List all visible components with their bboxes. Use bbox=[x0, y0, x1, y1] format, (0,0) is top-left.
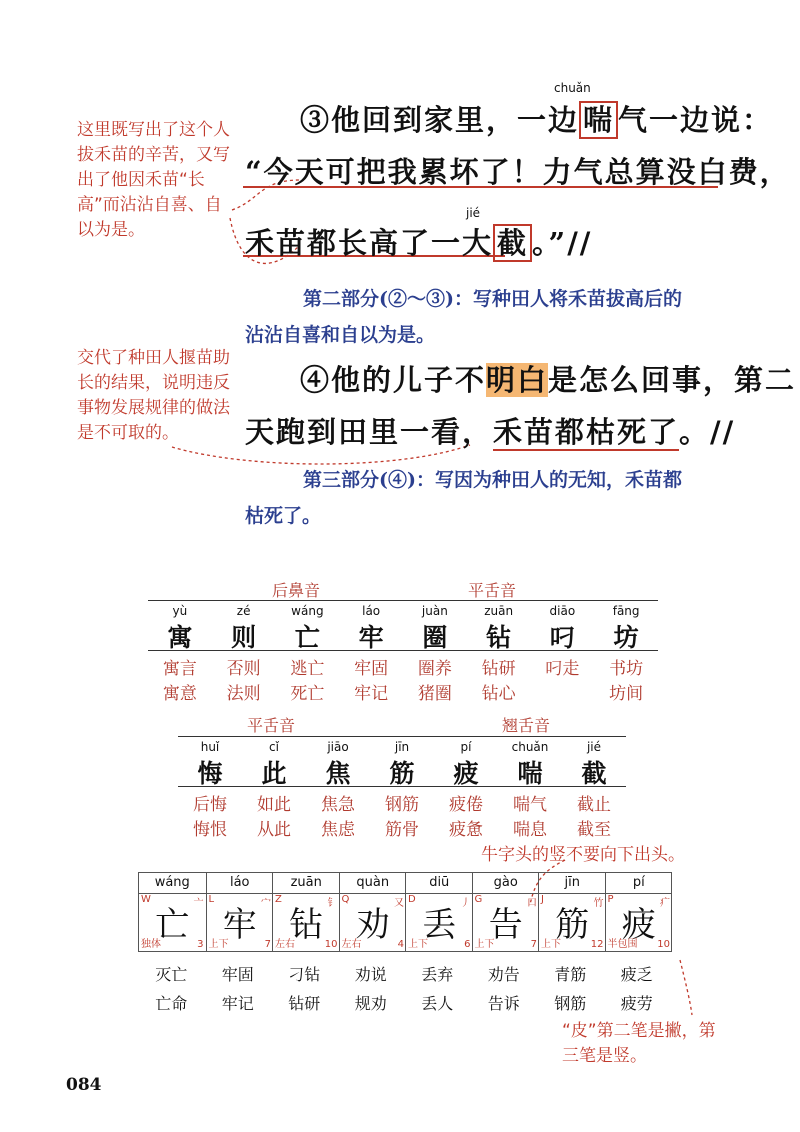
table1-char: 亡 bbox=[294, 623, 320, 652]
grid-stroke-count: 4 bbox=[397, 939, 404, 950]
grid-letter: W bbox=[141, 894, 151, 905]
grid-cell bbox=[472, 873, 540, 951]
table1-col bbox=[467, 604, 531, 654]
table2-word-col bbox=[242, 790, 306, 840]
grid-char: 告 bbox=[488, 905, 523, 945]
grid-pinyin: láo bbox=[207, 873, 274, 894]
grid-stroke-count: 6 bbox=[464, 939, 471, 950]
grid-letter: P bbox=[607, 894, 614, 905]
table1-col bbox=[212, 604, 276, 654]
grid-pinyin: diū bbox=[406, 873, 473, 894]
grid-char: 钻 bbox=[289, 905, 324, 945]
grid-word: 劝说 bbox=[354, 965, 387, 984]
table1-pinyin: fāng bbox=[612, 604, 640, 618]
grid-word: 疲劳 bbox=[620, 994, 653, 1013]
table2-char: 疲 bbox=[453, 759, 479, 788]
table2-col bbox=[370, 740, 434, 790]
grid-letter: L bbox=[208, 894, 215, 905]
table2-word: 从此 bbox=[257, 820, 291, 840]
table1-word: 逃亡 bbox=[290, 659, 325, 679]
para4-line2-b: 。// bbox=[679, 415, 736, 449]
table2-word: 筋骨 bbox=[385, 820, 419, 840]
table2-pinyin: pí bbox=[460, 740, 472, 754]
table2-char: 筋 bbox=[389, 759, 415, 788]
para3-line2: “今天可把我累坏了！力气总算没白费， bbox=[245, 155, 791, 189]
grid-word: 疲乏 bbox=[620, 965, 653, 984]
table1-word-col bbox=[531, 654, 595, 704]
para4-line2 bbox=[245, 410, 735, 451]
underline-kusi: 禾苗都枯死了 bbox=[493, 415, 680, 449]
table2-word-col bbox=[370, 790, 434, 840]
grid-cell bbox=[139, 873, 206, 951]
table1-category-right: 平舌音 bbox=[468, 581, 517, 600]
grid-cell bbox=[405, 873, 473, 951]
table2-col bbox=[242, 740, 306, 790]
table1-word: 否则 bbox=[226, 659, 261, 679]
table2-pinyin: jié bbox=[586, 740, 602, 754]
summary-part2-line2: 沾沾自喜和自以为是。 bbox=[245, 324, 436, 346]
para3-line1 bbox=[300, 98, 773, 139]
table1-pinyin: láo bbox=[362, 604, 381, 618]
grid-word: 钻研 bbox=[288, 994, 321, 1013]
table1-word: 钻研 bbox=[481, 659, 516, 679]
boxed-char-chuan: 喘 bbox=[579, 101, 618, 139]
table1-word: 寓意 bbox=[162, 684, 197, 704]
table1-char: 牢 bbox=[358, 623, 384, 652]
table1-word: 寓言 bbox=[162, 659, 197, 679]
table2-word-col bbox=[178, 790, 242, 840]
pinyin-chuan: chuǎn bbox=[554, 81, 591, 95]
table2-word: 疲倦 bbox=[449, 795, 483, 815]
grid-letter: Z bbox=[275, 894, 282, 905]
table2-word: 钢筋 bbox=[385, 795, 419, 815]
para3-line3-a: 禾苗都长高了一大 bbox=[245, 226, 494, 260]
margin-note-1: 这里既写出了这个人拔禾苗的辛苦，又写出了他因禾苗“长高”而沾沾自喜、自以为是。 bbox=[77, 120, 230, 240]
grid-stroke-count: 3 bbox=[197, 939, 204, 950]
grid-char: 疲 bbox=[621, 905, 656, 945]
table2-word-col bbox=[306, 790, 370, 840]
table1-word-col bbox=[339, 654, 403, 704]
grid-structure: 上下 bbox=[541, 939, 561, 950]
grid-structure: 半包围 bbox=[607, 939, 638, 950]
table2-pinyin: cǐ bbox=[269, 740, 279, 754]
table1-col bbox=[594, 604, 658, 654]
table1-word-col bbox=[212, 654, 276, 704]
table1-char: 钻 bbox=[486, 623, 512, 652]
grid-word: 灭亡 bbox=[155, 965, 188, 984]
table2-col bbox=[562, 740, 626, 790]
table1-col bbox=[403, 604, 467, 654]
summary-part2-line1: 第二部分(②～③)：写种田人将禾苗拔高后的 bbox=[303, 288, 682, 310]
grid-stroke-count: 10 bbox=[657, 939, 670, 950]
grid-structure: 上下 bbox=[208, 939, 229, 950]
para4-line2-a: 天跑到田里一看， bbox=[245, 415, 494, 449]
grid-structure: 左右 bbox=[341, 939, 362, 950]
grid-words-row1 bbox=[138, 962, 670, 985]
table1-words bbox=[148, 654, 658, 704]
grid-radical: 疒 bbox=[660, 898, 670, 909]
grid-structure: 独体 bbox=[141, 939, 161, 950]
table1-word: 钻心 bbox=[481, 684, 516, 704]
table1-word-col bbox=[276, 654, 340, 704]
table1-col bbox=[276, 604, 340, 654]
table2-word-col bbox=[562, 790, 626, 840]
table2-word-col bbox=[434, 790, 498, 840]
grid-word: 丢弃 bbox=[421, 965, 454, 984]
table2-pinyin: jiāo bbox=[327, 740, 349, 754]
table1-word: 坊间 bbox=[609, 684, 644, 704]
grid-char: 亡 bbox=[155, 905, 190, 945]
table1-word: 猪圈 bbox=[417, 684, 452, 704]
grid-word: 牢记 bbox=[221, 994, 254, 1013]
grid-word: 青筋 bbox=[554, 965, 587, 984]
table2-char: 悔 bbox=[197, 759, 223, 788]
grid-pinyin: wáng bbox=[139, 873, 206, 894]
table1-pinyin: wáng bbox=[291, 604, 324, 618]
grid-structure: 上下 bbox=[474, 939, 495, 950]
table2-char: 截 bbox=[581, 759, 607, 788]
grid-letter: J bbox=[541, 894, 544, 905]
writing-grid bbox=[138, 872, 672, 952]
grid-stroke-count: 7 bbox=[530, 939, 537, 950]
grid-cell bbox=[206, 873, 274, 951]
grid-word: 丢人 bbox=[421, 994, 454, 1013]
margin-note-2: 交代了种田人揠苗助长的结果，说明违反事物发展规律的做法是不可取的。 bbox=[77, 348, 230, 443]
grid-char: 劝 bbox=[355, 905, 390, 945]
grid-letter: G bbox=[474, 894, 483, 905]
table1-category-left: 后鼻音 bbox=[272, 581, 321, 600]
pinyin-jie: jié bbox=[466, 206, 481, 220]
grid-radical: 竹 bbox=[593, 898, 604, 909]
grid-letter: D bbox=[408, 894, 416, 905]
boxed-char-jie: 截 bbox=[493, 224, 532, 262]
grid-radical: 亠 bbox=[193, 898, 204, 909]
grid-stroke-count: 12 bbox=[590, 939, 604, 950]
table1-char: 则 bbox=[231, 623, 257, 652]
para4-line1 bbox=[300, 358, 796, 399]
grid-char: 筋 bbox=[555, 905, 590, 945]
highlight-mingbai: 明白 bbox=[486, 363, 549, 397]
table1-pinyin: juàn bbox=[421, 604, 448, 618]
table1-col bbox=[339, 604, 403, 654]
table1-chars bbox=[148, 604, 658, 654]
grid-pinyin: quàn bbox=[340, 873, 407, 894]
table1-char: 寓 bbox=[167, 623, 193, 652]
grid-word: 劝告 bbox=[487, 965, 520, 984]
para3-line1-b: 气一边说： bbox=[618, 103, 774, 137]
table1-word: 叼走 bbox=[545, 659, 580, 679]
table2-word: 焦急 bbox=[321, 795, 355, 815]
grid-word: 规劝 bbox=[354, 994, 387, 1013]
grid-stroke-count: 7 bbox=[264, 939, 271, 950]
grid-cell bbox=[538, 873, 606, 951]
para3-line3 bbox=[245, 221, 592, 262]
table1-word: 死亡 bbox=[290, 684, 325, 704]
table1-word: 牢固 bbox=[354, 659, 389, 679]
table1-char: 坊 bbox=[613, 623, 639, 652]
table2-col bbox=[434, 740, 498, 790]
table2-top-rule bbox=[178, 736, 626, 737]
summary-part3 bbox=[245, 462, 682, 534]
grid-words-row2 bbox=[138, 991, 670, 1014]
table2-pinyin: huǐ bbox=[200, 740, 220, 754]
grid-structure: 左右 bbox=[275, 939, 295, 950]
grid-radical: 丿 bbox=[460, 898, 471, 909]
grid-cell bbox=[272, 873, 340, 951]
table2-word: 截至 bbox=[577, 820, 611, 840]
table1-pinyin: zuān bbox=[484, 604, 514, 618]
table1-word: 法则 bbox=[226, 684, 261, 704]
table1-pinyin: zé bbox=[236, 604, 251, 618]
para4-line1-a: ④他的儿子不 bbox=[300, 363, 487, 397]
table1-word-col bbox=[403, 654, 467, 704]
table1-char: 叼 bbox=[549, 623, 575, 652]
para4-line1-b: 是怎么回事，第二 bbox=[548, 363, 797, 397]
table1-char: 圈 bbox=[422, 623, 448, 652]
grid-pinyin: pí bbox=[606, 873, 673, 894]
grid-pinyin: gào bbox=[473, 873, 540, 894]
summary-part2 bbox=[245, 281, 682, 353]
table2-category-left: 平舌音 bbox=[247, 716, 296, 735]
table1-word: 圈养 bbox=[417, 659, 452, 679]
table1-word-col bbox=[148, 654, 212, 704]
table2-col bbox=[498, 740, 562, 790]
grid-char: 牢 bbox=[222, 905, 257, 945]
table2-pinyin: chuǎn bbox=[511, 740, 549, 754]
grid-word: 亡命 bbox=[155, 994, 188, 1013]
table1-col bbox=[531, 604, 595, 654]
grid-pinyin: jīn bbox=[539, 873, 606, 894]
table2-words bbox=[178, 790, 626, 840]
grid-radical: 宀 bbox=[261, 898, 271, 909]
table2-char: 此 bbox=[261, 759, 287, 788]
table1-word: 牢记 bbox=[354, 684, 389, 704]
grid-words bbox=[138, 962, 670, 1014]
table2-char: 喘 bbox=[517, 759, 543, 788]
grid-cell bbox=[339, 873, 407, 951]
table1-word: 书坊 bbox=[609, 659, 644, 679]
summary-part3-line1: 第三部分(④)：写因为种田人的无知，禾苗都 bbox=[303, 469, 682, 491]
table1-pinyin: yù bbox=[172, 604, 188, 618]
grid-stroke-count: 10 bbox=[324, 939, 338, 950]
summary-part3-line2: 枯死了。 bbox=[245, 505, 322, 527]
table2-word-col bbox=[498, 790, 562, 840]
grid-word: 刁钻 bbox=[288, 965, 321, 984]
grid-word: 牢固 bbox=[221, 965, 254, 984]
table2-word: 后悔 bbox=[193, 795, 227, 815]
table2-word: 截止 bbox=[577, 795, 611, 815]
grid-letter: Q bbox=[341, 894, 350, 905]
grid-pinyin: zuān bbox=[273, 873, 340, 894]
grid-word: 钢筋 bbox=[554, 994, 587, 1013]
table2-word: 焦虑 bbox=[321, 820, 355, 840]
grid-word: 告诉 bbox=[487, 994, 520, 1013]
table1-pinyin: diāo bbox=[549, 604, 576, 618]
table1-word-col bbox=[467, 654, 531, 704]
grid-char: 丢 bbox=[422, 905, 457, 945]
grid-structure: 上下 bbox=[408, 939, 428, 950]
para3-line3-b: 。”// bbox=[532, 226, 593, 260]
stroke-note-niu: 牛字头的竖不要向下出头。 bbox=[481, 845, 685, 865]
table2-word: 疲惫 bbox=[449, 820, 483, 840]
table2-pinyin: jīn bbox=[394, 740, 410, 754]
table1-top-rule bbox=[148, 600, 658, 601]
table2-category-right: 翘舌音 bbox=[502, 716, 551, 735]
grid-radical: 口 bbox=[527, 898, 537, 909]
grid-radical: 又 bbox=[394, 898, 404, 909]
table2-chars bbox=[178, 740, 626, 790]
para3-line1-a: ③他回到家里，一边 bbox=[300, 103, 580, 137]
stroke-note-pi: “皮”第二笔是撇，第三笔是竖。 bbox=[562, 1021, 716, 1066]
table2-col bbox=[178, 740, 242, 790]
grid-radical: 钅 bbox=[327, 898, 338, 909]
table2-col bbox=[306, 740, 370, 790]
grid-cell bbox=[605, 873, 673, 951]
table2-word: 如此 bbox=[257, 795, 291, 815]
table1-col bbox=[148, 604, 212, 654]
page-number: 084 bbox=[66, 1075, 102, 1095]
table2-word: 喘气 bbox=[513, 795, 547, 815]
table2-word: 喘息 bbox=[513, 820, 547, 840]
table1-word-col bbox=[594, 654, 658, 704]
table2-char: 焦 bbox=[325, 759, 351, 788]
table2-word: 悔恨 bbox=[193, 820, 227, 840]
